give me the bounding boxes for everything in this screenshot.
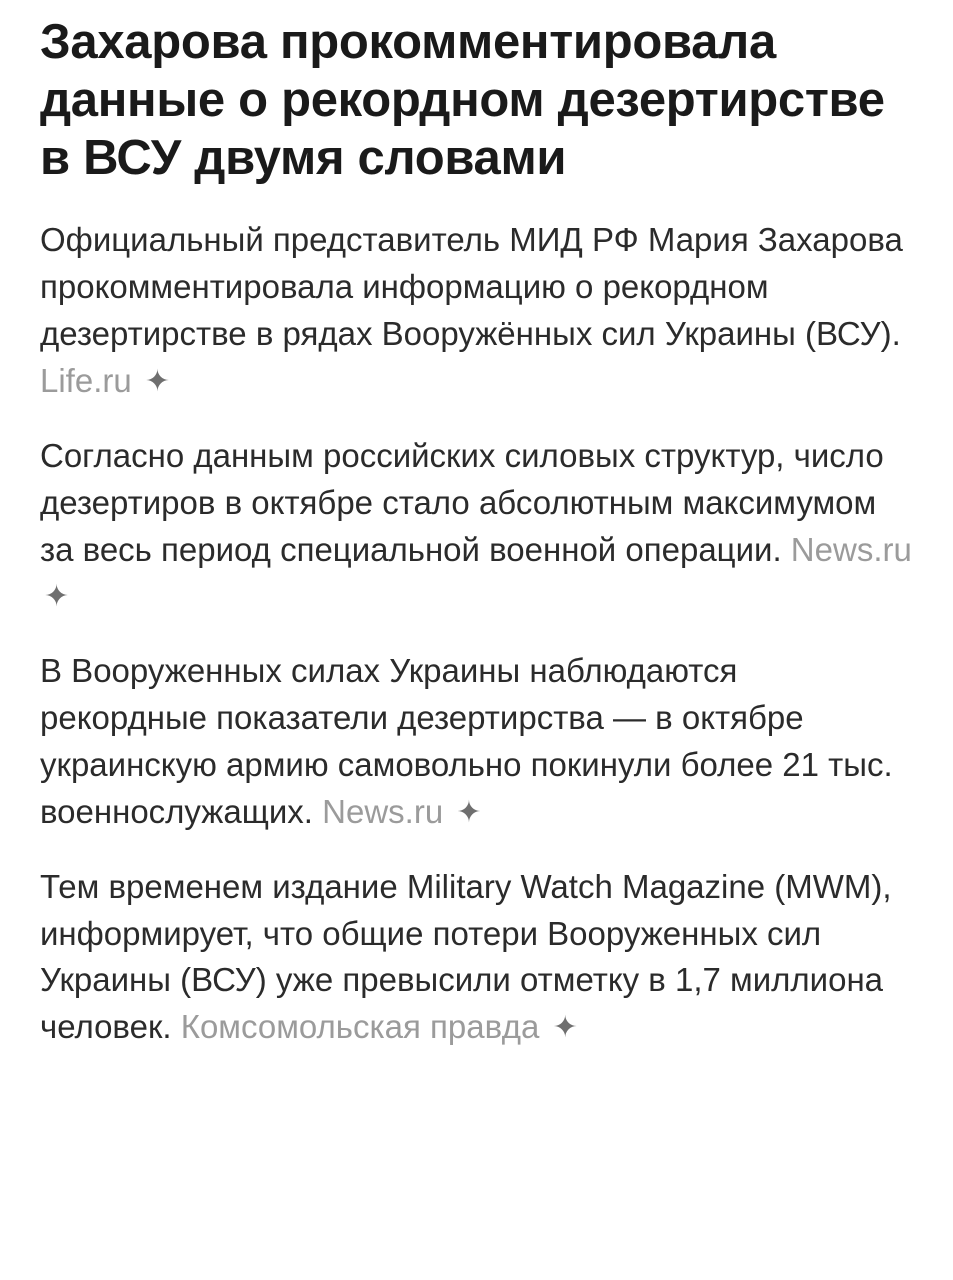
- article-paragraph: [40, 433, 913, 620]
- page-title: Захарова прокомментировала данные о рекордном дезертирстве в ВСУ двумя словами: [40, 15, 885, 185]
- article-paragraph: [40, 864, 913, 1051]
- sparkle-icon: ✦: [552, 1011, 578, 1045]
- paragraph-text: В Вооруженных силах Украины наблюдаются рекордные показатели дезертирства — в октябре украинскую армию самовольно покинули более 21 тыс. военнослужащих.: [40, 652, 893, 830]
- sparkle-icon: ✦: [144, 365, 171, 399]
- sparkle-icon: ✦: [456, 795, 482, 829]
- sparkle-icon: ✦: [44, 580, 70, 614]
- paragraph-source-link[interactable]: Комсомольская правда: [180, 1008, 540, 1046]
- paragraph-text: Согласно данным российских силовых структур, число дезертиров в октябре стало абсолютным максимумом за весь период специальной военной операции.: [40, 436, 884, 568]
- paragraph-text: Тем временем издание Military Watch Magazine (MWM), информирует, что общие потери Вооруженных сил Украины (ВСУ) уже превысили отметку в 1,7 миллиона человек.: [40, 867, 892, 1046]
- paragraph-source-link[interactable]: News.ru: [790, 530, 912, 568]
- article-paragraph: [40, 217, 913, 404]
- paragraph-text: Официальный представитель МИД РФ Мария Захарова прокомментировала информацию о рекордном дезертирстве в рядах Вооружённых сил Украины (ВСУ).: [40, 221, 903, 353]
- paragraph-source-link[interactable]: Life.ru: [40, 362, 132, 400]
- paragraph-source-link[interactable]: News.ru: [322, 792, 444, 830]
- article-paragraph: [40, 648, 913, 835]
